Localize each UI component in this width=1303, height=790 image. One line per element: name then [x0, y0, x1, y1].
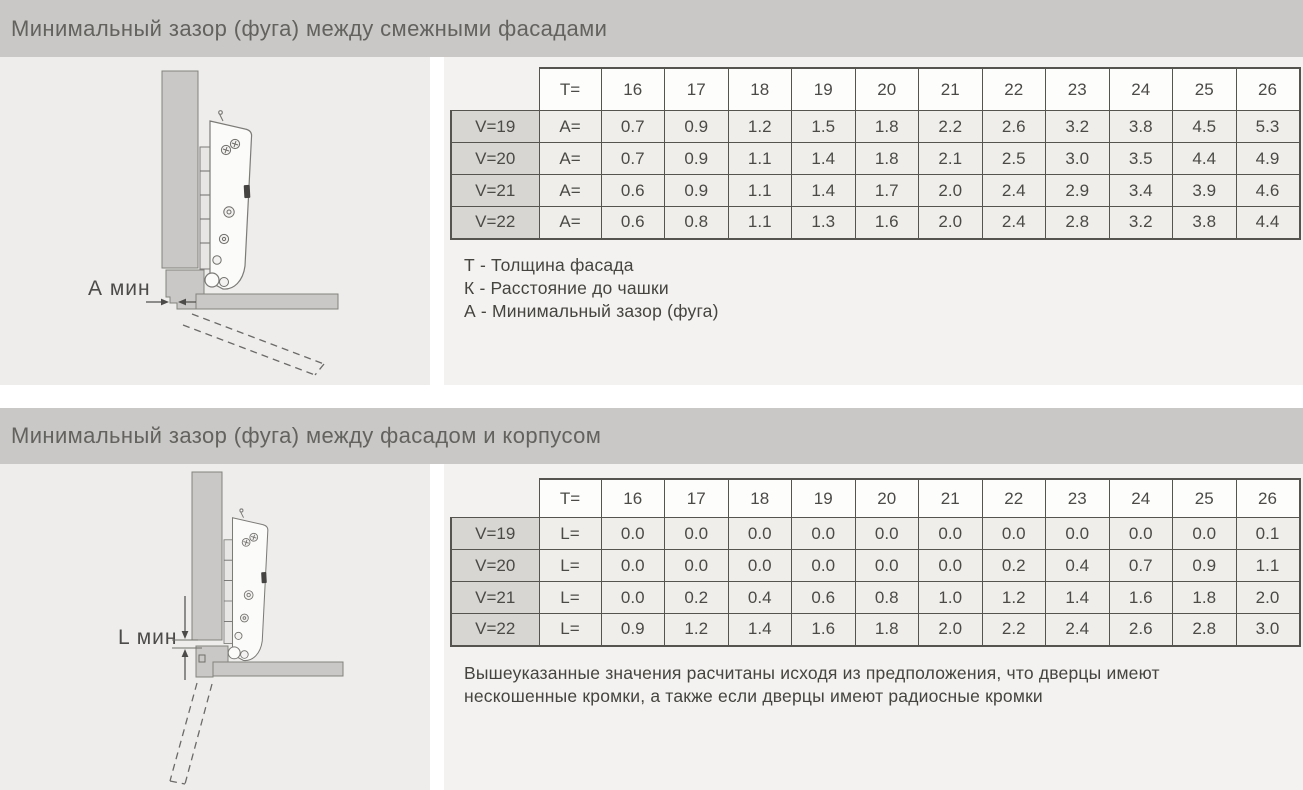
param-cell: L=	[539, 582, 601, 614]
value-cell: 1.8	[855, 111, 919, 143]
thickness-header-cell: 25	[1173, 479, 1237, 518]
value-cell: 2.6	[982, 111, 1046, 143]
value-cell: 1.6	[1109, 582, 1173, 614]
value-cell: 1.1	[728, 207, 792, 239]
value-cell: 3.8	[1173, 207, 1237, 239]
value-cell: 0.9	[665, 175, 729, 207]
param-cell: A=	[539, 111, 601, 143]
value-cell: 3.2	[1109, 207, 1173, 239]
table-row	[451, 111, 1300, 143]
section2-title-bar	[0, 408, 1303, 464]
thickness-header-cell: 25	[1173, 68, 1237, 111]
section1-diagram-panel	[0, 57, 430, 385]
note-line: Вышеуказанные значения расчитаны исходя из предположения, что дверцы имеют	[464, 663, 1160, 683]
value-cell: 0.0	[728, 550, 792, 582]
value-cell: 1.1	[1236, 550, 1300, 582]
param-cell: A=	[539, 143, 601, 175]
value-cell: 0.4	[728, 582, 792, 614]
v-header-cell: V=21	[451, 582, 539, 614]
gap-table-facade-body	[450, 478, 1301, 647]
corner-cell	[451, 479, 539, 518]
value-cell: 3.5	[1109, 143, 1173, 175]
value-cell: 0.9	[665, 111, 729, 143]
v-header-cell: V=19	[451, 518, 539, 550]
value-cell: 1.6	[792, 614, 856, 646]
value-cell: 3.0	[1046, 143, 1110, 175]
value-cell: 0.0	[792, 550, 856, 582]
thickness-header-cell: 22	[982, 68, 1046, 111]
value-cell: 3.4	[1109, 175, 1173, 207]
legend-line: А - Минимальный зазор (фуга)	[464, 301, 719, 321]
value-cell: 0.0	[982, 518, 1046, 550]
value-cell: 0.9	[665, 143, 729, 175]
value-cell: 1.2	[728, 111, 792, 143]
value-cell: 3.8	[1109, 111, 1173, 143]
value-cell: 1.4	[792, 175, 856, 207]
hinge-icon	[224, 509, 268, 661]
table-row	[451, 550, 1300, 582]
value-cell: 0.0	[1109, 518, 1173, 550]
value-cell: 2.8	[1173, 614, 1237, 646]
value-cell: 0.0	[665, 518, 729, 550]
param-header-cell: T=	[539, 479, 601, 518]
value-cell: 0.6	[792, 582, 856, 614]
param-cell: L=	[539, 518, 601, 550]
value-cell: 1.2	[982, 582, 1046, 614]
value-cell: 2.8	[1046, 207, 1110, 239]
table-row	[451, 143, 1300, 175]
param-cell: A=	[539, 207, 601, 239]
value-cell: 0.9	[601, 614, 665, 646]
section2-table-panel	[444, 464, 1303, 790]
value-cell: 0.0	[728, 518, 792, 550]
value-cell: 0.0	[1173, 518, 1237, 550]
value-cell: 0.0	[1046, 518, 1110, 550]
param-header-cell: T=	[539, 68, 601, 111]
thickness-header-cell: 20	[855, 479, 919, 518]
thickness-header-cell: 16	[601, 68, 665, 111]
value-cell: 4.6	[1236, 175, 1300, 207]
value-cell: 1.4	[792, 143, 856, 175]
section1-title: Минимальный зазор (фуга) между смежными фасадами	[11, 15, 608, 41]
param-cell: L=	[539, 614, 601, 646]
hinge-diagram-facade-body	[0, 464, 430, 790]
value-cell: 1.7	[855, 175, 919, 207]
table-row	[451, 207, 1300, 239]
value-cell: 4.5	[1173, 111, 1237, 143]
thickness-header-cell: 21	[919, 68, 983, 111]
value-cell: 0.8	[855, 582, 919, 614]
thickness-header-cell: 26	[1236, 68, 1300, 111]
hinge-icon	[200, 111, 252, 289]
value-cell: 2.2	[919, 111, 983, 143]
table-note	[464, 662, 1160, 708]
param-cell: L=	[539, 550, 601, 582]
value-cell: 1.2	[665, 614, 729, 646]
value-cell: 0.6	[601, 175, 665, 207]
thickness-header-cell: 18	[728, 68, 792, 111]
thickness-header-cell: 18	[728, 479, 792, 518]
value-cell: 2.6	[1109, 614, 1173, 646]
value-cell: 5.3	[1236, 111, 1300, 143]
value-cell: 1.6	[855, 207, 919, 239]
thickness-header-cell: 22	[982, 479, 1046, 518]
value-cell: 2.9	[1046, 175, 1110, 207]
legend-line: К - Расстояние до чашки	[464, 278, 669, 298]
value-cell: 1.5	[792, 111, 856, 143]
thickness-header-cell: 26	[1236, 479, 1300, 518]
value-cell: 0.0	[855, 550, 919, 582]
section1-table-panel	[444, 57, 1303, 385]
gap-dimension-label: А мин	[88, 277, 151, 300]
table-header-row	[451, 68, 1300, 111]
value-cell: 2.0	[919, 614, 983, 646]
table-row	[451, 582, 1300, 614]
value-cell: 3.9	[1173, 175, 1237, 207]
value-cell: 0.2	[665, 582, 729, 614]
value-cell: 1.1	[728, 175, 792, 207]
thickness-header-cell: 23	[1046, 68, 1110, 111]
note-line: нескошенные кромки, а также если дверцы имеют радиосные кромки	[464, 686, 1043, 706]
door-facade-panel	[192, 472, 222, 640]
value-cell: 0.2	[982, 550, 1046, 582]
value-cell: 4.4	[1173, 143, 1237, 175]
thickness-header-cell: 19	[792, 479, 856, 518]
thickness-header-cell: 20	[855, 68, 919, 111]
value-cell: 1.0	[919, 582, 983, 614]
v-header-cell: V=20	[451, 143, 539, 175]
value-cell: 0.0	[665, 550, 729, 582]
value-cell: 4.9	[1236, 143, 1300, 175]
v-header-cell: V=22	[451, 207, 539, 239]
value-cell: 1.4	[1046, 582, 1110, 614]
value-cell: 0.0	[601, 550, 665, 582]
section2-title: Минимальный зазор (фуга) между фасадом и корпусом	[11, 423, 602, 448]
v-header-cell: V=19	[451, 111, 539, 143]
table-legend	[464, 254, 719, 323]
value-cell: 4.4	[1236, 207, 1300, 239]
value-cell: 1.8	[855, 143, 919, 175]
value-cell: 2.5	[982, 143, 1046, 175]
value-cell: 2.0	[919, 207, 983, 239]
cabinet-bottom-panel	[213, 662, 343, 676]
thickness-header-cell: 21	[919, 479, 983, 518]
value-cell: 2.0	[919, 175, 983, 207]
value-cell: 1.1	[728, 143, 792, 175]
table-row	[451, 518, 1300, 550]
thickness-header-cell: 16	[601, 479, 665, 518]
value-cell: 0.7	[601, 143, 665, 175]
v-header-cell: V=21	[451, 175, 539, 207]
value-cell: 0.0	[792, 518, 856, 550]
value-cell: 0.8	[665, 207, 729, 239]
v-header-cell: V=20	[451, 550, 539, 582]
thickness-header-cell: 17	[665, 68, 729, 111]
value-cell: 0.6	[601, 207, 665, 239]
table-row	[451, 614, 1300, 646]
thickness-header-cell: 24	[1109, 479, 1173, 518]
value-cell: 0.4	[1046, 550, 1110, 582]
value-cell: 1.3	[792, 207, 856, 239]
value-cell: 0.7	[1109, 550, 1173, 582]
table-header-row	[451, 479, 1300, 518]
thickness-header-cell: 23	[1046, 479, 1110, 518]
value-cell: 3.2	[1046, 111, 1110, 143]
v-header-cell: V=22	[451, 614, 539, 646]
gap-dimension-label: L мин	[118, 626, 178, 649]
value-cell: 2.1	[919, 143, 983, 175]
value-cell: 3.0	[1236, 614, 1300, 646]
value-cell: 0.9	[1173, 550, 1237, 582]
thickness-header-cell: 19	[792, 68, 856, 111]
value-cell: 0.0	[855, 518, 919, 550]
value-cell: 2.4	[1046, 614, 1110, 646]
value-cell: 0.0	[601, 518, 665, 550]
value-cell: 1.8	[1173, 582, 1237, 614]
hinge-diagram-adjacent-facades	[0, 57, 430, 385]
value-cell: 0.7	[601, 111, 665, 143]
corner-cell	[451, 68, 539, 111]
value-cell: 0.0	[919, 518, 983, 550]
value-cell: 2.0	[1236, 582, 1300, 614]
legend-line: Т - Толщина фасада	[464, 255, 634, 275]
value-cell: 0.0	[601, 582, 665, 614]
table-row	[451, 175, 1300, 207]
value-cell: 1.8	[855, 614, 919, 646]
section1-title-bar	[0, 0, 1303, 57]
door-swing-dashed-outline	[183, 314, 324, 375]
value-cell: 2.4	[982, 207, 1046, 239]
value-cell: 2.2	[982, 614, 1046, 646]
gap-table-adjacent-facades	[450, 67, 1301, 240]
thickness-header-cell: 17	[665, 479, 729, 518]
door-facade-panel	[162, 71, 198, 268]
param-cell: A=	[539, 175, 601, 207]
value-cell: 1.4	[728, 614, 792, 646]
value-cell: 0.1	[1236, 518, 1300, 550]
adjacent-facade-panel	[196, 294, 338, 309]
section2-diagram-panel	[0, 464, 430, 790]
value-cell: 2.4	[982, 175, 1046, 207]
value-cell: 0.0	[919, 550, 983, 582]
door-swing-dashed-outline	[170, 683, 212, 784]
thickness-header-cell: 24	[1109, 68, 1173, 111]
